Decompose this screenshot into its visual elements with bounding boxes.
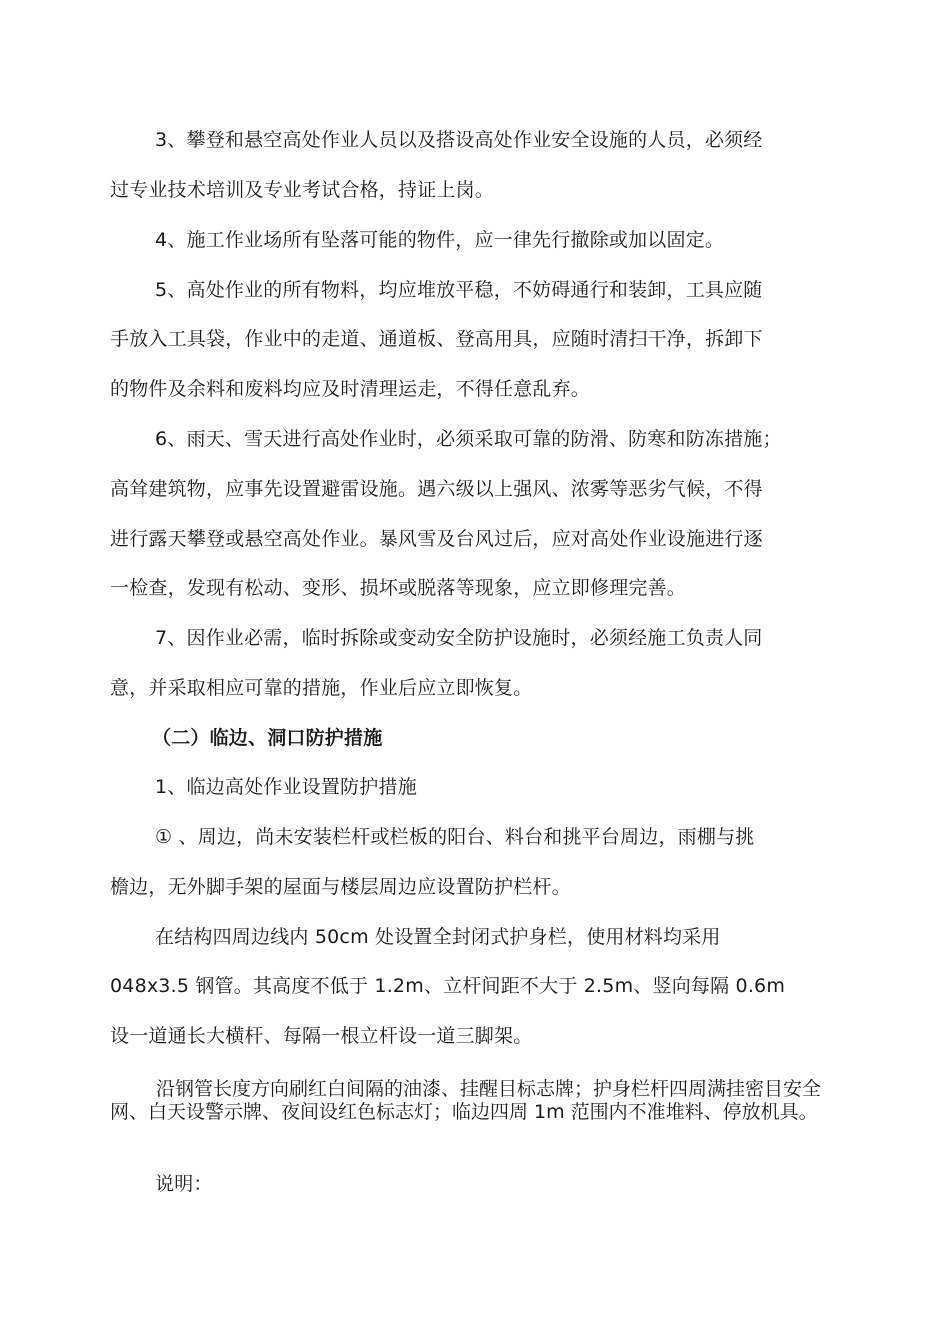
item-1-line-2: 檐边，无外脚手架的屋面与楼层周边应设置防护栏杆。 — [110, 876, 571, 898]
section-heading: （二）临边、洞口防护措施 — [152, 727, 383, 749]
paragraph-3-line-2: 过专业技术培训及专业考试合格，持证上岗。 — [110, 179, 495, 201]
paragraph-6-line-2: 高耸建筑物，应事先设置避雷设施。遇六级以上强风、浓雾等恶劣气候，不得 — [110, 478, 763, 500]
railing-paragraph-line-2: 048x3.5 钢管。其高度不低于 1.2m、立杆间距不大于 2.5m、竖向每隔 0.6m — [110, 975, 786, 997]
paragraph-3-line-1: 3、攀登和悬空高处作业人员以及搭设高处作业安全设施的人员，必须经 — [155, 129, 763, 151]
paragraph-7-line-1: 7、因作业必需，临时拆除或变动安全防护设施时，必须经施工负责人同 — [155, 627, 763, 649]
paragraph-6-line-3: 进行露天攀登或悬空高处作业。暴风雪及台风过后，应对高处作业设施进行逐 — [110, 528, 763, 550]
paragraph-5-line-2: 手放入工具袋，作业中的走道、通道板、登高用具，应随时清扫干净，拆卸下 — [110, 328, 763, 350]
paragraph-5-line-3: 的物件及余料和废料均应及时清理运走，不得任意乱弃。 — [110, 378, 591, 400]
paragraph-4-line-1: 4、施工作业场所有坠落可能的物件，应一律先行撤除或加以固定。 — [155, 229, 725, 251]
item-1-line-1: ① 、周边，尚未安装栏杆或栏板的阳台、料台和挑平台周边，雨棚与挑 — [155, 826, 755, 848]
marking-paragraph: 沿钢管长度方向刷红白间隔的油漆、挂醒目标志牌；护身栏杆四周满挂密目安全网、白天设警示牌、夜间设红色标志灯；临边四周 1m 范围内不准堆料、停放机具。 — [110, 1078, 822, 1123]
paragraph-6-line-1: 6、雨天、雪天进行高处作业时，必须采取可靠的防滑、防寒和防冻措施； — [155, 428, 782, 450]
subsection-1-title: 1、临边高处作业设置防护措施 — [155, 776, 417, 798]
railing-paragraph-line-1: 在结构四周边线内 50cm 处设置全封闭式护身栏，使用材料均采用 — [155, 926, 721, 948]
paragraph-5-line-1: 5、高处作业的所有物料，均应堆放平稳，不妨碍通行和装卸，工具应随 — [155, 279, 763, 301]
railing-paragraph-line-3: 设一道通长大横杆、每隔一根立杆设一道三脚架。 — [110, 1025, 533, 1047]
paragraph-6-line-4: 一检查，发现有松动、变形、损坏或脱落等现象，应立即修理完善。 — [110, 577, 687, 599]
note-label: 说明： — [155, 1173, 213, 1195]
paragraph-7-line-2: 意，并采取相应可靠的措施，作业后应立即恢复。 — [110, 677, 533, 699]
